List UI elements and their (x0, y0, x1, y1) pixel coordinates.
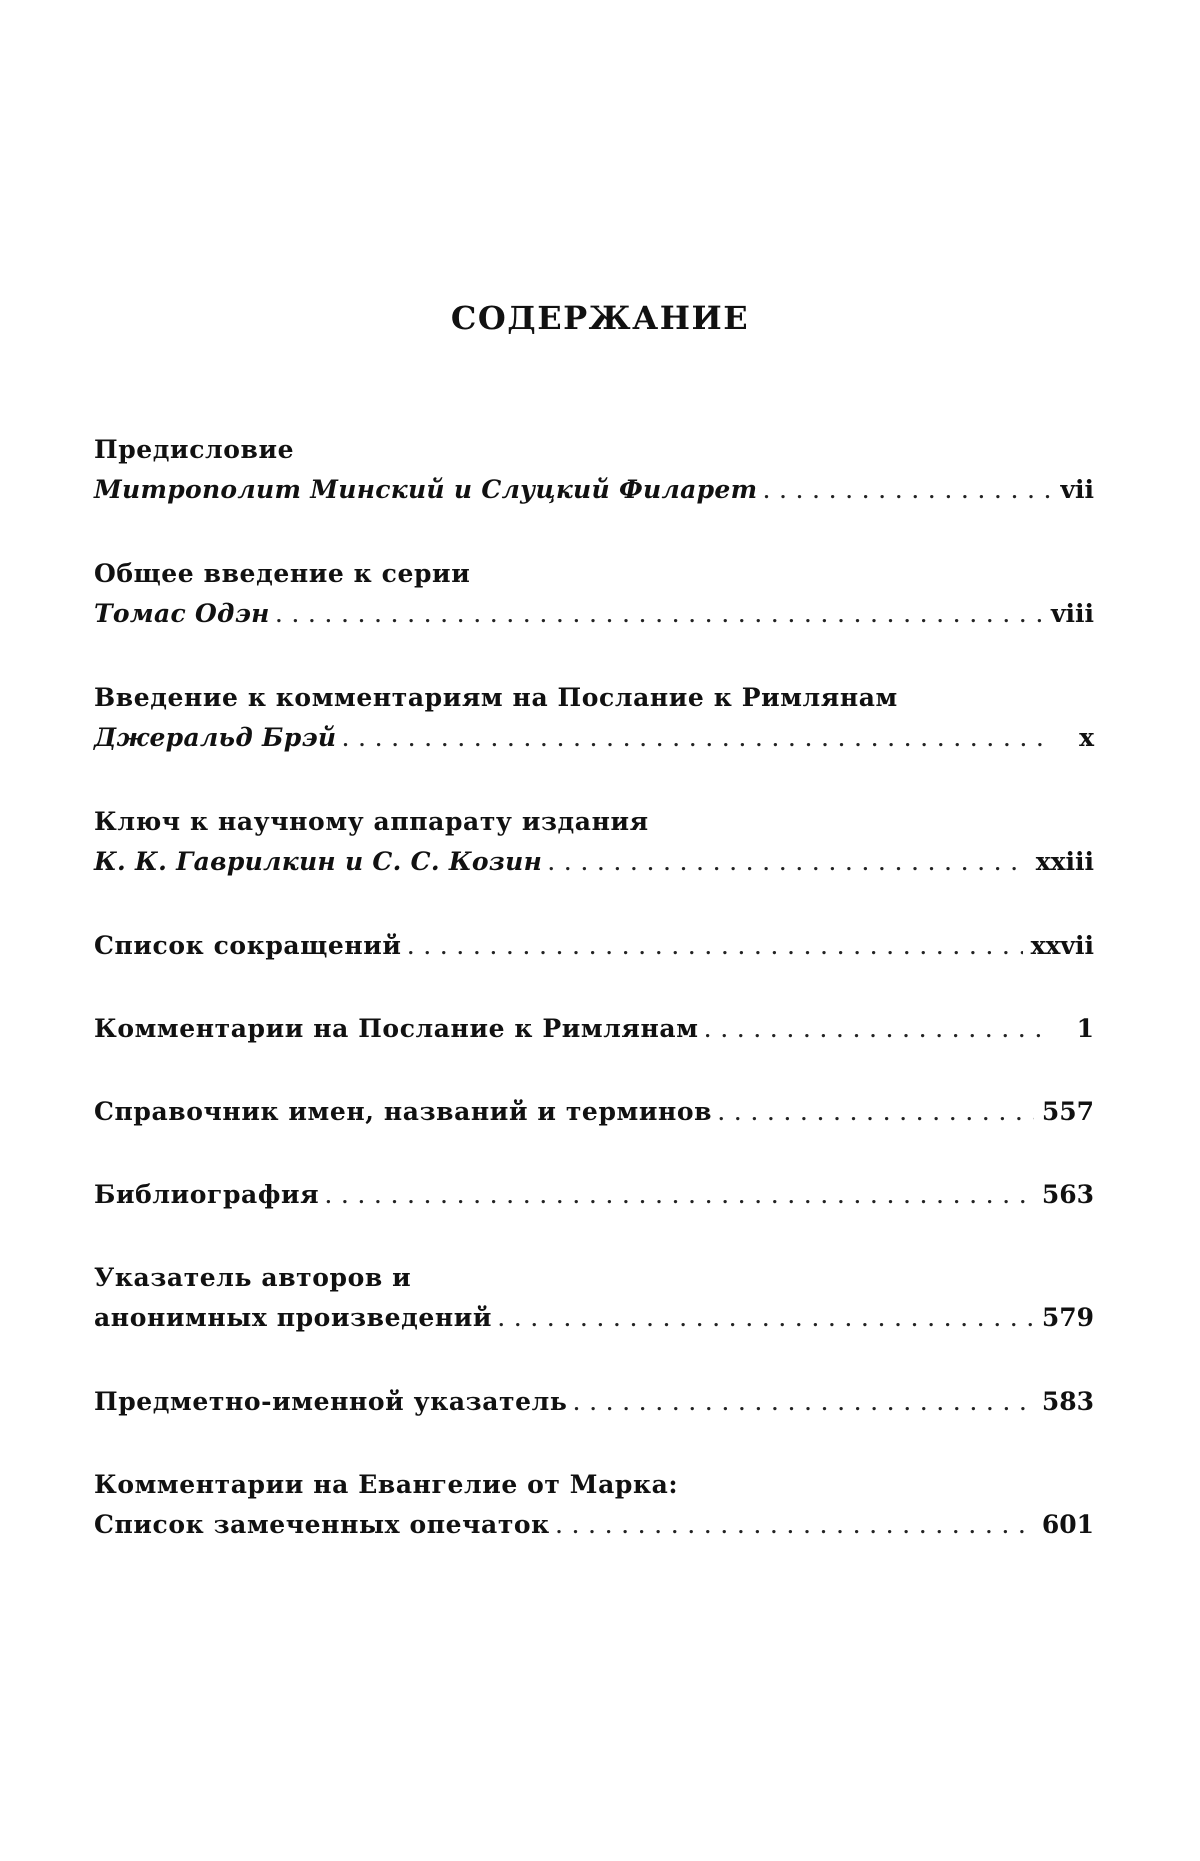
dot-leader (498, 1301, 1034, 1341)
toc-entry-title: Список замеченных опечаток (94, 1510, 550, 1539)
dot-leader (276, 597, 1043, 637)
toc-entry-preface (94, 430, 1094, 513)
toc-entry-page: 563 (1041, 1180, 1094, 1209)
toc-entry-heading: Ключ к научному аппарату издания (94, 807, 649, 836)
toc-entry-line (94, 1382, 1094, 1425)
dot-leader (556, 1508, 1034, 1548)
dot-leader (718, 1095, 1034, 1135)
toc-entry-page: xxvii (1030, 931, 1094, 960)
toc-entry-heading: Указатель авторов и (94, 1263, 412, 1292)
toc-entry-line (94, 1175, 1094, 1218)
toc-entry-title: Предметно-именной указатель (94, 1387, 568, 1416)
toc-entry-line (94, 842, 1094, 885)
toc-entry-abbreviations (94, 926, 1094, 969)
dot-leader (763, 473, 1050, 513)
toc-entry-romans-introduction (94, 678, 1094, 761)
dot-leader (705, 1012, 1050, 1052)
toc-entry-line (94, 470, 1094, 513)
toc-entry-line (94, 926, 1094, 969)
toc-entry-bibliography (94, 1175, 1094, 1218)
toc-entry-heading: Комментарии на Евангелие от Марка: (94, 1470, 679, 1499)
toc-entry-errata (94, 1465, 1094, 1548)
toc-entry-page: 557 (1041, 1097, 1094, 1126)
toc-entry-heading: Предисловие (94, 435, 295, 464)
toc-entry-author: Митрополит Минский и Слуцкий Филарет (94, 475, 758, 504)
toc-entry-title: Список сокращений (94, 931, 402, 960)
page-title: СОДЕРЖАНИЕ (450, 299, 750, 337)
toc-entry-romans-commentary (94, 1009, 1094, 1052)
toc-entry-author-index (94, 1258, 1094, 1341)
toc-entry-line (94, 594, 1094, 637)
toc-entry-line (94, 1009, 1094, 1052)
toc-entry-line (94, 718, 1094, 761)
toc-entry-page: xxiii (1035, 847, 1094, 876)
toc-entry-page: 583 (1041, 1387, 1094, 1416)
toc-entry-page: vii (1060, 475, 1094, 504)
toc-entry-page: 601 (1041, 1510, 1094, 1539)
toc-entry-title: Комментарии на Послание к Римлянам (94, 1014, 699, 1043)
toc-entry-apparatus-key (94, 802, 1094, 885)
toc-entry-line (94, 1505, 1094, 1548)
toc-entry-heading: Введение к комментариям на Послание к Римлянам (94, 683, 898, 712)
toc-entry-title: Библиография (94, 1180, 320, 1209)
toc-entry-page: 1 (1076, 1014, 1094, 1043)
toc-entry-series-introduction (94, 554, 1094, 637)
toc-entry-author: Джеральд Брэй (94, 723, 337, 752)
dot-leader (342, 721, 1050, 761)
toc-entry-page: 579 (1041, 1303, 1094, 1332)
dot-leader (325, 1178, 1034, 1218)
toc-entry-title: Справочник имен, названий и терминов (94, 1097, 713, 1126)
toc-entry-title: анонимных произведений (94, 1303, 493, 1332)
toc-entry-line (94, 1092, 1094, 1135)
toc-entry-heading: Общее введение к серии (94, 559, 471, 588)
dot-leader (408, 929, 1023, 969)
toc-entry-line (94, 1298, 1094, 1341)
toc-entry-subject-index (94, 1382, 1094, 1425)
toc-entry-page: x (1079, 723, 1094, 752)
toc-entry-page: viii (1050, 599, 1094, 628)
dot-leader (573, 1385, 1033, 1425)
dot-leader (548, 845, 1028, 885)
toc-entry-author: К. К. Гаврилкин и С. С. Козин (94, 847, 543, 876)
toc-entry-reference-guide (94, 1092, 1094, 1135)
toc-entry-author: Томас Одэн (94, 599, 270, 628)
